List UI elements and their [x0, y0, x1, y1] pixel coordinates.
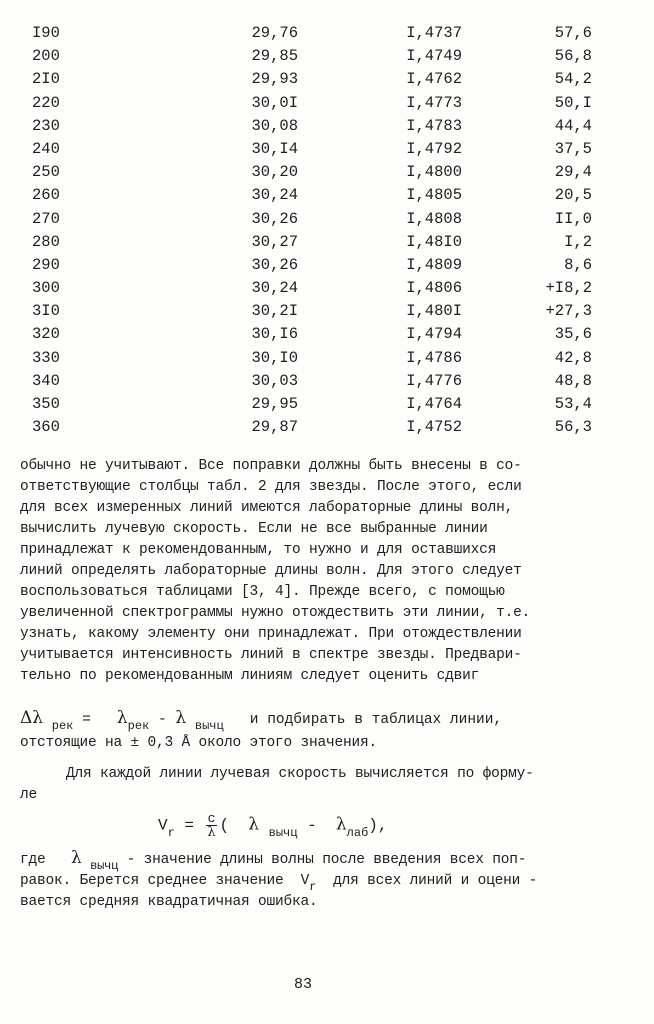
- table-cell: I,4800: [406, 163, 462, 182]
- table-row: [32, 208, 592, 231]
- paragraph-1: [20, 456, 630, 687]
- table-cell: 37,5: [554, 139, 592, 158]
- table-row: [32, 161, 592, 184]
- table-cell: I,4752: [406, 418, 462, 437]
- table-row: [32, 138, 592, 161]
- v-symbol: V: [300, 873, 310, 889]
- table-cell: 3I0: [32, 302, 60, 321]
- table-cell: 30,20: [251, 163, 298, 182]
- lambda-symbol: λ: [175, 708, 187, 728]
- table-cell: I,4776: [406, 371, 462, 390]
- text-line: вается средняя квадратичная ошибка.: [20, 894, 318, 910]
- table-cell: 35,6: [554, 325, 592, 344]
- table-cell: I,4749: [406, 47, 462, 66]
- table-cell: 320: [32, 325, 60, 344]
- table-cell: I,48I0: [406, 232, 462, 251]
- table-cell: 53,4: [554, 395, 592, 413]
- formula-close-paren: ),: [368, 816, 388, 835]
- text-line: Для каждой линии лучевая скорость вычисляется по форму-: [66, 766, 534, 782]
- text-fragment: - значение длины волны после введения всех поп-: [126, 852, 527, 868]
- table-cell: 260: [32, 186, 60, 205]
- table-row: [32, 300, 592, 323]
- formula-fraction: [206, 812, 218, 839]
- table-cell: I,4794: [406, 325, 462, 344]
- table-cell: 230: [32, 116, 60, 135]
- table-cell: I90: [32, 24, 60, 42]
- table-cell: 48,8: [554, 371, 592, 390]
- table-row: [32, 393, 592, 416]
- formula-minus: -: [307, 816, 317, 835]
- table-cell: 30,08: [251, 116, 298, 135]
- table-cell: 30,2I: [251, 302, 298, 321]
- table-cell: I,4762: [406, 70, 462, 89]
- table-cell: 350: [32, 395, 60, 413]
- text-line: ответствующие столбцы табл. 2 для звезды. После этого, если: [20, 479, 522, 495]
- text-fragment: равок. Берется среднее значение: [20, 873, 284, 889]
- page-number: 83: [294, 976, 313, 993]
- table-cell: I,4792: [406, 139, 462, 158]
- table-row: [32, 92, 592, 115]
- table-cell: I,4805: [406, 186, 462, 205]
- text-line: учитывается интенсивность линий в спектре звезды. Предвари-: [20, 647, 522, 663]
- table-cell: I,4737: [406, 24, 462, 42]
- velocity-formula: [158, 812, 387, 839]
- fraction-denominator: λ: [207, 825, 216, 840]
- table-cell: 29,85: [251, 47, 298, 66]
- text-line: принадлежат к рекомендованным, то нужно и для оставшихся: [20, 542, 497, 558]
- table-cell: +27,3: [545, 302, 592, 321]
- table-cell: 30,0I: [251, 93, 298, 112]
- table-cell: 360: [32, 418, 60, 437]
- text-line: тельно по рекомендованным линиям следует оценить сдвиг: [20, 668, 480, 684]
- formula-lambda: λ: [335, 814, 347, 835]
- table-row: [32, 254, 592, 277]
- table-cell: 56,3: [554, 418, 592, 437]
- table-cell: I,4773: [406, 93, 462, 112]
- text-line: [20, 871, 537, 892]
- lambda-symbol: λ: [71, 848, 82, 868]
- formula-subscript-vych: вычц: [268, 825, 298, 840]
- table-row: [32, 45, 592, 68]
- table-cell: I,4808: [406, 209, 462, 228]
- text-line: линий определять лабораторные длины волн. Для этого следует: [20, 563, 522, 579]
- text-fragment: для всех линий и оцени -: [333, 873, 538, 889]
- table-cell: 29,93: [251, 70, 298, 89]
- table-cell: 240: [32, 139, 60, 158]
- subscript-rek: рек: [127, 719, 150, 733]
- text-line: [20, 848, 537, 871]
- equals-sign: =: [82, 712, 91, 728]
- v-subscript: r: [309, 880, 317, 894]
- table-cell: I,4783: [406, 116, 462, 135]
- table-cell: 30,I0: [251, 348, 298, 367]
- text-line: вычислить лучевую скорость. Если не все выбранные линии: [20, 521, 488, 537]
- data-table: [32, 22, 592, 439]
- table-cell: 2I0: [32, 70, 60, 89]
- formula-open-paren: (: [219, 816, 230, 835]
- table-cell: 56,8: [554, 47, 592, 66]
- fraction-numerator: c: [207, 811, 216, 826]
- table-cell: 220: [32, 93, 60, 112]
- table-cell: 290: [32, 255, 60, 274]
- table-cell: 270: [32, 209, 60, 228]
- table-cell: 29,4: [554, 163, 592, 182]
- formula-lhs: V: [158, 816, 168, 835]
- table-cell: 20,5: [554, 186, 592, 205]
- table-cell: 30,26: [251, 209, 298, 228]
- table-cell: 42,8: [554, 348, 592, 367]
- table-cell: 30,I6: [251, 325, 298, 344]
- table-cell: 8,6: [564, 255, 592, 274]
- table-cell: I,4809: [406, 255, 462, 274]
- table-cell: 200: [32, 47, 60, 66]
- table-row: [32, 347, 592, 370]
- table-cell: 340: [32, 371, 60, 390]
- table-row: [32, 277, 592, 300]
- table-row: [32, 370, 592, 393]
- table-row: [32, 416, 592, 439]
- table-cell: I,2: [564, 232, 592, 251]
- text-line: узнать, какому элементу они принадлежат. При отождествлении: [20, 626, 522, 642]
- paragraph-2: [20, 764, 534, 806]
- table-cell: 57,6: [554, 24, 592, 42]
- formula-lambda: λ: [248, 814, 260, 835]
- table-cell: II,0: [554, 209, 592, 228]
- table-cell: 29,95: [251, 395, 298, 413]
- delta-lambda-line: [20, 708, 503, 733]
- table-cell: I,4786: [406, 348, 462, 367]
- text-line: для всех измеренных линий имеются лабораторные длины волн,: [20, 500, 514, 516]
- formula-lhs-subscript: r: [167, 825, 175, 840]
- lambda-symbol: λ: [116, 708, 128, 728]
- table-cell: 54,2: [554, 70, 592, 89]
- table-cell: 29,87: [251, 418, 298, 437]
- table-row: [32, 68, 592, 91]
- table-cell: 250: [32, 163, 60, 182]
- table-cell: 29,76: [251, 24, 298, 42]
- text-line: увеличенной спектрограммы нужно отождествить эти линии, т.е.: [20, 605, 531, 621]
- formula-subscript-lab: лаб: [346, 825, 369, 840]
- text-fragment: где: [20, 852, 46, 868]
- subscript-vych: вычц: [90, 859, 119, 873]
- table-cell: +I8,2: [545, 279, 592, 298]
- formula-equals: =: [184, 816, 195, 835]
- table-cell: I,4806: [406, 279, 462, 298]
- table-cell: 44,4: [554, 116, 592, 135]
- subscript-vych: вычц: [194, 719, 224, 733]
- table-row: [32, 22, 592, 45]
- table-cell: 330: [32, 348, 60, 367]
- delta-line-tail: и подбирать в таблицах линии,: [249, 712, 503, 728]
- minus-sign: -: [157, 712, 167, 728]
- table-cell: 30,26: [251, 255, 298, 274]
- table-cell: 280: [32, 232, 60, 251]
- text-line: отстоящие на ± 0,3 Å около этого значения.: [20, 735, 378, 751]
- table-row: [32, 323, 592, 346]
- text-line: воспользоваться таблицами [3, 4]. Прежде всего, с помощью: [20, 584, 505, 600]
- table-cell: 300: [32, 279, 60, 298]
- text-line: ле: [20, 787, 38, 803]
- table-cell: 30,27: [251, 232, 298, 251]
- table-cell: 30,I4: [251, 139, 298, 158]
- table-cell: 50,I: [554, 93, 592, 112]
- paragraph-3: [20, 848, 537, 913]
- delta-symbol: Δ: [20, 708, 33, 728]
- subscript-rek: рек: [51, 719, 74, 733]
- table-cell: 30,24: [251, 279, 298, 298]
- table-cell: I,480I: [406, 302, 462, 321]
- table-cell: 30,24: [251, 186, 298, 205]
- table-cell: I,4764: [406, 395, 462, 413]
- table-row: [32, 184, 592, 207]
- table-row: [32, 115, 592, 138]
- text-line: обычно не учитывают. Все поправки должны быть внесены в со-: [20, 458, 522, 474]
- table-cell: 30,03: [251, 371, 298, 390]
- lambda-symbol: λ: [32, 708, 44, 728]
- table-row: [32, 231, 592, 254]
